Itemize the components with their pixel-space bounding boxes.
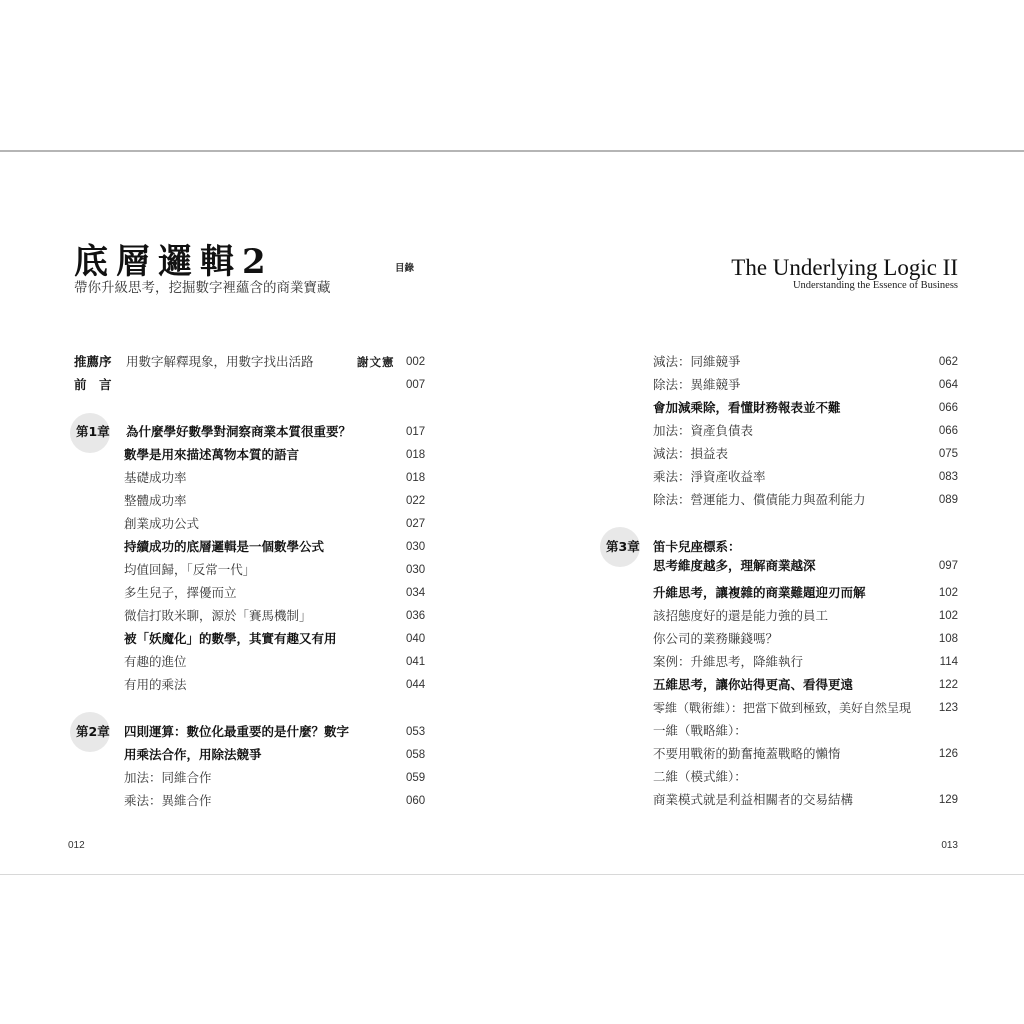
toc-page-number: 007 xyxy=(406,379,426,391)
chapter-2-label: 第2章 xyxy=(76,724,110,739)
right-page xyxy=(512,152,1024,874)
toc-page-number: 108 xyxy=(938,633,958,645)
toc-page-number: 034 xyxy=(406,587,426,599)
toc-page-number: 027 xyxy=(406,518,426,530)
book-subtitle-english: Understanding the Essence of Business xyxy=(792,280,958,291)
toc-entry-text: 創業成功公式 xyxy=(124,516,200,531)
toc-row xyxy=(0,652,512,672)
toc-page-number: 058 xyxy=(406,749,426,761)
toc-page-number: 066 xyxy=(938,425,958,437)
toc-entry-text: 數學是用來描述萬物本質的語言 xyxy=(124,447,300,462)
toc-entry-text: 加法：同維合作 xyxy=(124,770,212,785)
toc-row xyxy=(512,375,1024,395)
chapter-1-title: 為什麼學好數學對洞察商業本質很重要？ xyxy=(126,424,352,439)
toc-row xyxy=(512,352,1024,372)
toc-row xyxy=(0,745,512,765)
toc-row xyxy=(0,445,512,465)
toc-page-number: 059 xyxy=(406,772,426,784)
preface-label: 前 言 xyxy=(74,377,112,392)
toc-entry-text: 被「妖魔化」的數學，其實有趣又有用 xyxy=(124,631,337,646)
toc-page-number: 102 xyxy=(938,587,958,599)
toc-row xyxy=(0,537,512,557)
toc-row xyxy=(512,421,1024,441)
book-subtitle-chinese: 帶你升級思考，挖掘數字裡蘊含的商業寶藏 xyxy=(74,280,331,296)
toc-entry-text: 案例：升維思考，降維執行 xyxy=(653,654,804,669)
toc-page-number: 018 xyxy=(406,472,426,484)
foreword-author: 謝文憲 xyxy=(357,355,395,369)
toc-page-number: 040 xyxy=(406,633,426,645)
toc-row xyxy=(0,606,512,626)
toc-entry-text: 升維思考，讓複雜的商業難題迎刃而解 xyxy=(653,585,866,600)
toc-row xyxy=(512,675,1024,695)
left-page xyxy=(0,152,512,874)
toc-entry-text: 微信打敗米聊，源於「賽馬機制」 xyxy=(124,608,312,623)
toc-row xyxy=(512,790,1024,810)
toc-page-number: 022 xyxy=(406,495,426,507)
toc-page-number: 089 xyxy=(938,494,958,506)
toc-page-number: 114 xyxy=(939,656,958,668)
book-spread xyxy=(0,150,1024,875)
toc-page-number: 123 xyxy=(938,702,958,714)
toc-row xyxy=(512,490,1024,510)
toc-entry-text: 整體成功率 xyxy=(124,493,187,508)
toc-entry-text: 乘法：淨資產收益率 xyxy=(653,469,766,484)
toc-row xyxy=(0,675,512,695)
toc-row xyxy=(512,583,1024,603)
toc-page-number: 126 xyxy=(938,748,958,760)
toc-page-number: 083 xyxy=(938,471,958,483)
toc-page-number: 075 xyxy=(938,448,958,460)
toc-entry-text: 零維（戰術維）：把當下做到極致，美好自然呈現 xyxy=(653,701,912,715)
contents-label: 目錄 xyxy=(395,263,415,274)
page-number-right: 013 xyxy=(941,840,958,851)
toc-entry-text: 會加減乘除，看懂財務報表並不難 xyxy=(653,400,841,415)
toc-row xyxy=(512,398,1024,418)
toc-row xyxy=(0,514,512,534)
toc-entry-text: 一維（戰略維）： xyxy=(653,723,747,738)
toc-entry-text: 有趣的進位 xyxy=(124,654,187,669)
toc-row xyxy=(512,744,1024,764)
chapter-3-title-line1: 笛卡兒座標系： xyxy=(653,539,741,554)
toc-page-number: 044 xyxy=(406,679,426,691)
toc-page-number: 122 xyxy=(938,679,958,691)
toc-page-number: 097 xyxy=(938,560,958,572)
toc-entry-text: 持續成功的底層邏輯是一個數學公式 xyxy=(124,539,325,554)
chapter-3-title-line2: 思考維度越多，理解商業越深 xyxy=(653,558,816,573)
chapter-2-title: 四則運算：數位化最重要的是什麼？數字 xyxy=(124,724,350,739)
toc-row xyxy=(0,629,512,649)
toc-page-number: 030 xyxy=(406,564,426,576)
toc-row xyxy=(512,467,1024,487)
toc-page-number: 036 xyxy=(406,610,426,622)
toc-entry-text: 減法：損益表 xyxy=(653,446,729,461)
toc-entry-text: 二維（模式維）： xyxy=(653,769,747,784)
toc-page-number: 129 xyxy=(938,794,958,806)
toc-page-number: 064 xyxy=(938,379,958,391)
toc-entry-text: 用數字解釋現象，用數字找出活路 xyxy=(126,354,314,369)
toc-entry-text: 除法：異維競爭 xyxy=(653,377,741,392)
toc-page-number: 060 xyxy=(406,795,426,807)
book-title-english: The Underlying Logic II xyxy=(731,255,958,280)
toc-row xyxy=(0,791,512,811)
toc-entry-text: 用乘法合作，用除法競爭 xyxy=(124,747,262,762)
toc-row xyxy=(512,767,1024,787)
foreword-label: 推薦序 xyxy=(74,354,112,369)
toc-entry-text: 加法：資產負債表 xyxy=(653,423,754,438)
toc-row xyxy=(512,652,1024,672)
toc-entry-text: 五維思考，讓你站得更高、看得更遠 xyxy=(653,677,854,692)
toc-row-preface xyxy=(0,375,512,395)
toc-entry-text: 減法：同維競爭 xyxy=(653,354,741,369)
toc-row-foreword xyxy=(0,352,512,372)
toc-page-number: 002 xyxy=(406,356,426,368)
toc-row xyxy=(512,721,1024,741)
toc-entry-text: 有用的乘法 xyxy=(124,677,187,692)
toc-page-number: 041 xyxy=(406,656,426,668)
toc-row xyxy=(0,491,512,511)
page-number-left: 012 xyxy=(68,840,85,851)
toc-row xyxy=(512,698,1024,718)
toc-row xyxy=(0,560,512,580)
toc-entry-text: 商業模式就是利益相關者的交易結構 xyxy=(653,792,854,807)
toc-entry-text: 乘法：異維合作 xyxy=(124,793,212,808)
chapter-3-heading-line2 xyxy=(512,556,1024,576)
toc-entry-text: 除法：營運能力、償債能力與盈利能力 xyxy=(653,492,866,507)
toc-entry-text: 均值回歸，「反常一代」 xyxy=(124,562,256,577)
toc-row xyxy=(512,444,1024,464)
toc-page-number: 030 xyxy=(406,541,426,553)
chapter-1-label: 第1章 xyxy=(76,424,110,439)
toc-page-number: 053 xyxy=(406,726,426,738)
toc-row xyxy=(0,768,512,788)
chapter-2-heading xyxy=(0,722,512,742)
toc-page-number: 102 xyxy=(938,610,958,622)
toc-entry-text: 多生兒子，擇優而立 xyxy=(124,585,237,600)
toc-entry-text: 該招態度好的還是能力強的員工 xyxy=(653,608,829,623)
toc-page-number: 062 xyxy=(938,356,958,368)
chapter-3-heading-line1 xyxy=(512,537,1024,557)
toc-page-number: 066 xyxy=(938,402,958,414)
toc-row xyxy=(0,468,512,488)
chapter-1-heading xyxy=(0,422,512,442)
toc-page-number: 017 xyxy=(406,426,426,438)
toc-row xyxy=(0,583,512,603)
toc-row xyxy=(512,629,1024,649)
chapter-3-label: 第3章 xyxy=(606,539,640,554)
toc-entry-text: 基礎成功率 xyxy=(124,470,187,485)
toc-entry-text: 你公司的業務賺錢嗎？ xyxy=(653,631,779,646)
toc-page-number: 018 xyxy=(406,449,426,461)
toc-row xyxy=(512,606,1024,626)
book-title-chinese: 底層邏輯2 xyxy=(74,242,274,282)
toc-entry-text: 不要用戰術的勤奮掩蓋戰略的懶惰 xyxy=(653,746,841,761)
